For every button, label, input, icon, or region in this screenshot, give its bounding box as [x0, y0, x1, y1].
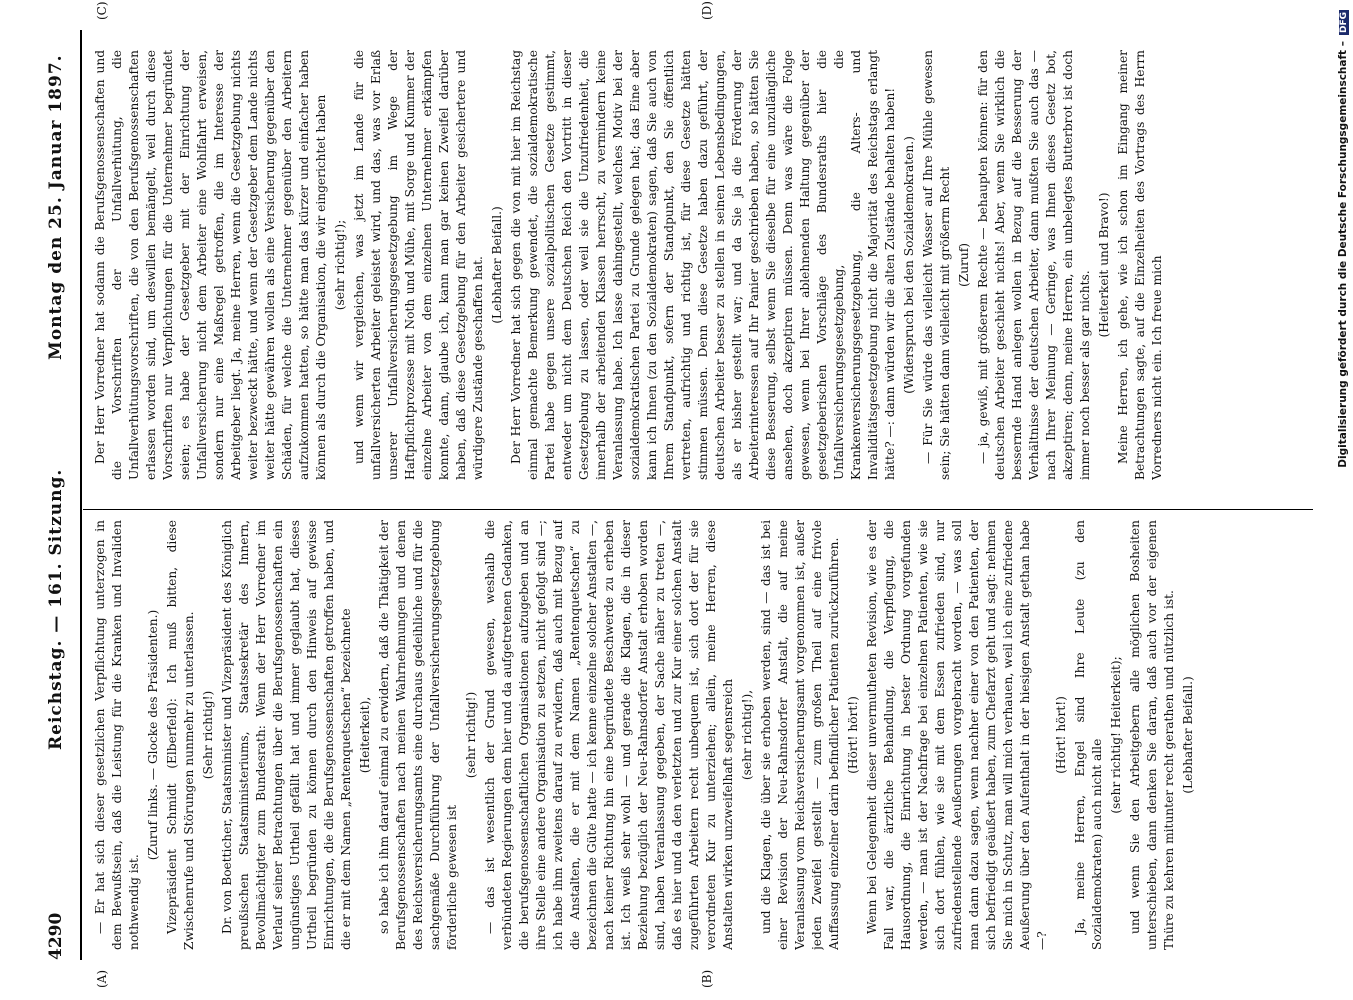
paragraph: Der Herr Vorredner hat sich gegen die von mit hier im Reichstag einmal gemachte Bemerkung gewendet, die sozialdemokratische Partei habe gegen unsere sozialpolitischen Gesetze gestimmt, entweder um nicht dem Deutschen Reich den Vortritt in dieser Gesetzgebung zu lassen, oder weil sie die Unzufriedenheit, die innerhalb der arbeitenden Klassen herrscht, zu vermindern keine Veranlassung habe. Ich lasse dahingestellt, welches Motiv bei der sozialdemokratischen Partei zu Grunde gelegen hat; das Eine aber kann ich Ihnen (zu den Sozialdemokraten) sagen, daß Sie auch von Ihrem Standpunkt, sofern der Standpunkt, den Sie öffentlich vertreten, aufrichtig und richtig ist, für diese Gesetze hätten stimmen müssen. Denn diese Gesetze haben dazu geführt, der deutschen Arbeiter besser zu stellen in seinen Lebensbedingungen, als er bisher gestellt war; und da Sie ja die Förderung der Arbeiterinteressen auf Ihr Panier geschrieben haben, so hätten Sie diese Besserung, selbst wenn Sie dieselbe für eine unzulängliche ansehen, doch akzeptiren müssen. Denn was wäre die Folge gewesen, wenn bei Ihrer ablehnenden Haltung gegenüber der gesetzgeberischen Vorschläge des Bundesraths hier die Unfallversicherungsgesetzgebung, die Krankenversicherungsgesetzgebung, die Alters- und Invaliditätsgesetzgebung nicht die Majorität des Reichstags erlangt hätte? —: dann würden wir die alten Zustände behalten haben! [509, 50, 897, 480]
paragraph: und die Klagen, die über sie erhoben werden, sind — das ist bei einer Revision der Neu-Rahnsdorfer Anstalt, die auf meine Veranlassung vom Reichsversicherungsamt vorgenommen ist, außer jeden Zweifel gestellt — zum großen Theil auf eine frivole Auffassung einzelner darin befindlicher Patienten zurückzuführen. [759, 520, 841, 950]
interjection: (sehr richtig!) [464, 691, 478, 779]
paragraph: und wenn wir vergleichen, was jetzt im Lande für die unfallversicherten Arbeiter geleistet wird, und das, was vor Erlaß unserer Unfallversicherungsgesetzgebung im Wege der Haftpflichtprozesse mit Noth und Mühe, mit Sorge und Kummer der einzelne Arbeiter von dem einzelnen Unternehmer erkämpfen konnte, dann, glaube ich, kann man gar keinen Zweifel darüber haben, daß diese Gesetzgebung für den Arbeiter gesichertere und würdigere Zustände geschaffen hat. [352, 50, 485, 480]
interjection: (Heiterkeit), [358, 696, 372, 774]
paragraph: Dr. von Boetticher, Staatsminister und Vizepräsident des Königlich preußischen Staatsministeriums, Staatssekretär des Innern, Bevollmächtigter zum Bundesrath: Wenn der Herr Vorredner im Verlauf seiner Betrachtungen über die Berufsgenossenschaften ein ungünstiges Urtheil gefällt hat und immer geglaubt hat, dieses Urtheil begründen zu können durch den Hinweis auf gewisse Einrichtungen, die die Berufsgenossenschaften getroffen haben, und die er mit dem Namen „Rentenquetschen“ bezeichnete [220, 520, 353, 950]
right-text-column [92, 50, 1322, 480]
header-rule [80, 30, 82, 960]
credit-text: Digitalisierung gefördert durch die Deutsche Forschungsgemeinschaft – [1337, 41, 1349, 468]
header-session-title: Reichstag. — 161. Sitzung. [46, 468, 66, 750]
interjection: (sehr richtig! Heiterkeit); [1109, 656, 1123, 814]
paragraph: — ja, gewiß, mit größerem Rechte — behaupten können: für den deutschen Arbeiter geschieht nichts! Aber, wenn Sie wirklich die bessernde Hand anlegen wollen in Bezug auf die Besserung der Verhältnisse der deutschen Arbeiter, dann mußten Sie auch das — nach Ihrer Meinung — Geringe, was Ihnen dieses Gesetz bot, akzeptiren; denn, meine Herren, ein unbelegtes Butterbrot ist doch immer noch besser als gar nichts. [976, 50, 1092, 480]
paragraph: — Er hat sich dieser gesetzlichen Verpflichtung unterzogen in dem Bewußtsein, daß die Leistung für die Kranken und Invaliden nothwendig ist. [93, 520, 141, 950]
header-date: Montag den 25. Januar 1897. [46, 54, 66, 360]
column-divider [83, 509, 1313, 510]
interjection: (Zuruf) [957, 243, 971, 288]
paragraph: — Für Sie würde das vielleicht Wasser auf Ihre Mühle gewesen sein; Sie hätten dann vielleicht mit größerm Recht [921, 50, 952, 480]
interjection: (Zuruf links. — Glocke des Präsidenten.) [146, 609, 160, 861]
paragraph: — das ist wesentlich der Grund gewesen, weshalb die verbündeten Regierungen dem hier und da aufgetretenen Gedanken, die berufsgenossenschaftlichen Organisationen aufzugeben und an ihre Stelle eine andere Organisation zu setzen, nicht gefolgt sind —; ich habe ihm zweitens darauf zu erwidern, daß auch mit Bezug auf die Anstalten, die er mit dem Namen „Rentenquetschen“ zu bezeichnen die Güte hatte — ich kenne einzelne solcher Anstalten —, nach keiner Richtung hin eine begründete Beschwerde zu erheben ist. Ich weiß sehr wohl — und gerade die Klagen, die in dieser Beziehung bezüglich der Neu-Rahnsdorfer Anstalt erhoben worden sind, haben Veranlassung gegeben, der Sache näher zu treten —, daß es hier und da den verletzten und zur Kur einer solchen Anstalt zugeführten Arbeitern recht unbequem ist, sich dort der für sie verordneten Kur zu unterziehen; allein, meine Herren, diese Anstalten wirken unzweifelhaft segensreich [483, 520, 735, 950]
paragraph: Meine Herren, ich gehe, wie ich schon im Eingang meiner Betrachtungen sagte, auf die Einzelheiten des Vortrags des Herrn Vorredners nicht ein. Ich freue mich [1116, 50, 1164, 480]
paragraph: Wenn bei Gelegenheit dieser unvermutheten Revision, wie es der Fall war, die ärztliche Behandlung, die Verpflegung, die Hausordnung, die Einrichtung in bester Ordnung vorgefunden werden, — man ist der Nachfrage bei einzelnen Patienten, wie sie sich dort fühlen, wie sie mit dem Essen zufrieden sind, nur zufriedenstellende Aeußerungen vorgebracht worden, — was soll man dann dazu sagen, wenn nachher einer von den Patienten, der sich befriedigt geäußert haben, zum Chefarzt geht und sagt: nehmen Sie mich in Schutz, man will mich verhauen, weil ich eine zufriedene Aeußerung über den Aufenthalt in der hiesigen Anstalt gethan habe —? [865, 520, 1049, 950]
digitization-credit [1337, 10, 1353, 980]
paragraph: und wenn Sie den Arbeitgebern alle möglichen Bosheiten unterschieben, dann denken Sie daran, daß auch vor der eigenen Thüre zu kehren mitunter recht gerathen und nützlich ist. [1128, 520, 1176, 950]
interjection: (Sehr richtig!) [201, 690, 215, 780]
margin-marker-d: (D) [700, 1, 714, 20]
margin-marker-a: (A) [95, 969, 109, 988]
interjection: (sehr richtig!), [740, 689, 754, 781]
paragraph: Vizepräsident Schmidt (Elberfeld): Ich muß bitten, diese Zwischenrufe und Störungen nunmehr zu unterlassen. [165, 520, 196, 950]
interjection: (Heiterkeit und Bravo!) [1097, 192, 1111, 338]
margin-marker-b: (B) [700, 969, 714, 988]
paragraph: so habe ich ihm darauf einmal zu erwidern, daß die Thätigkeit der Berufsgenossenschaften nach meinen Wahrnehmungen und denen des Reichsversicherungsamts eine durchaus gedeihliche und für die sachgemäße Durchführung der Unfallversicherungsgesetzgebung förderliche gewesen ist [377, 520, 459, 950]
page-number: 4290 [46, 912, 66, 960]
interjection: (Lebhafter Beifall.) [1181, 676, 1195, 794]
left-text-column [92, 520, 1322, 950]
interjection: (Lebhafter Beifall.) [490, 206, 504, 324]
interjection: (Hört! hört!) [1054, 696, 1068, 774]
interjection: (sehr richtig!); [333, 219, 347, 311]
interjection: (Hört! hört!) [846, 696, 860, 774]
interjection: (Widerspruch bei den Sozialdemokraten.) [902, 136, 916, 394]
dfg-logo: DFG [1339, 12, 1349, 34]
margin-marker-c: (C) [95, 1, 109, 20]
paragraph: Der Herr Vorredner hat sodann die Berufsgenossenschaften und die Vorschriften der Unfallverhütung, die Unfallverhütungsvorschriften, die von den Berufsgenossenschaften erlassen worden sind, um deswillen bemängelt, weil durch diese Vorschriften nur Verpflichtungen für die Unternehmer begründet seien; es habe der Gesetzgeber mit der Einrichtung der Unfallversicherung nicht dem Arbeiter eine Wohlfahrt erweisen, sondern nur eine Maßregel getroffen, die im Interesse der Arbeitgeber liegt. Ja, meine Herren, wenn die Gesetzgebung nichts weiter bezweckt hätte, und wenn der Gesetzgeber dem Lande nichts weiter hätte gewähren wollen als eine Versicherung gegenüber den Schäden, für welche die Unternehmer gegenüber den Arbeitern aufzukommen hatten, so hätte man das kürzer und einfacher haben können als durch die Organisation, die wir eingerichtet haben [93, 50, 328, 480]
paragraph: Ja, meine Herren, Engel sind Ihre Leute (zu den Sozialdemokraten) auch nicht alle [1073, 520, 1104, 950]
page-header [38, 0, 72, 1000]
